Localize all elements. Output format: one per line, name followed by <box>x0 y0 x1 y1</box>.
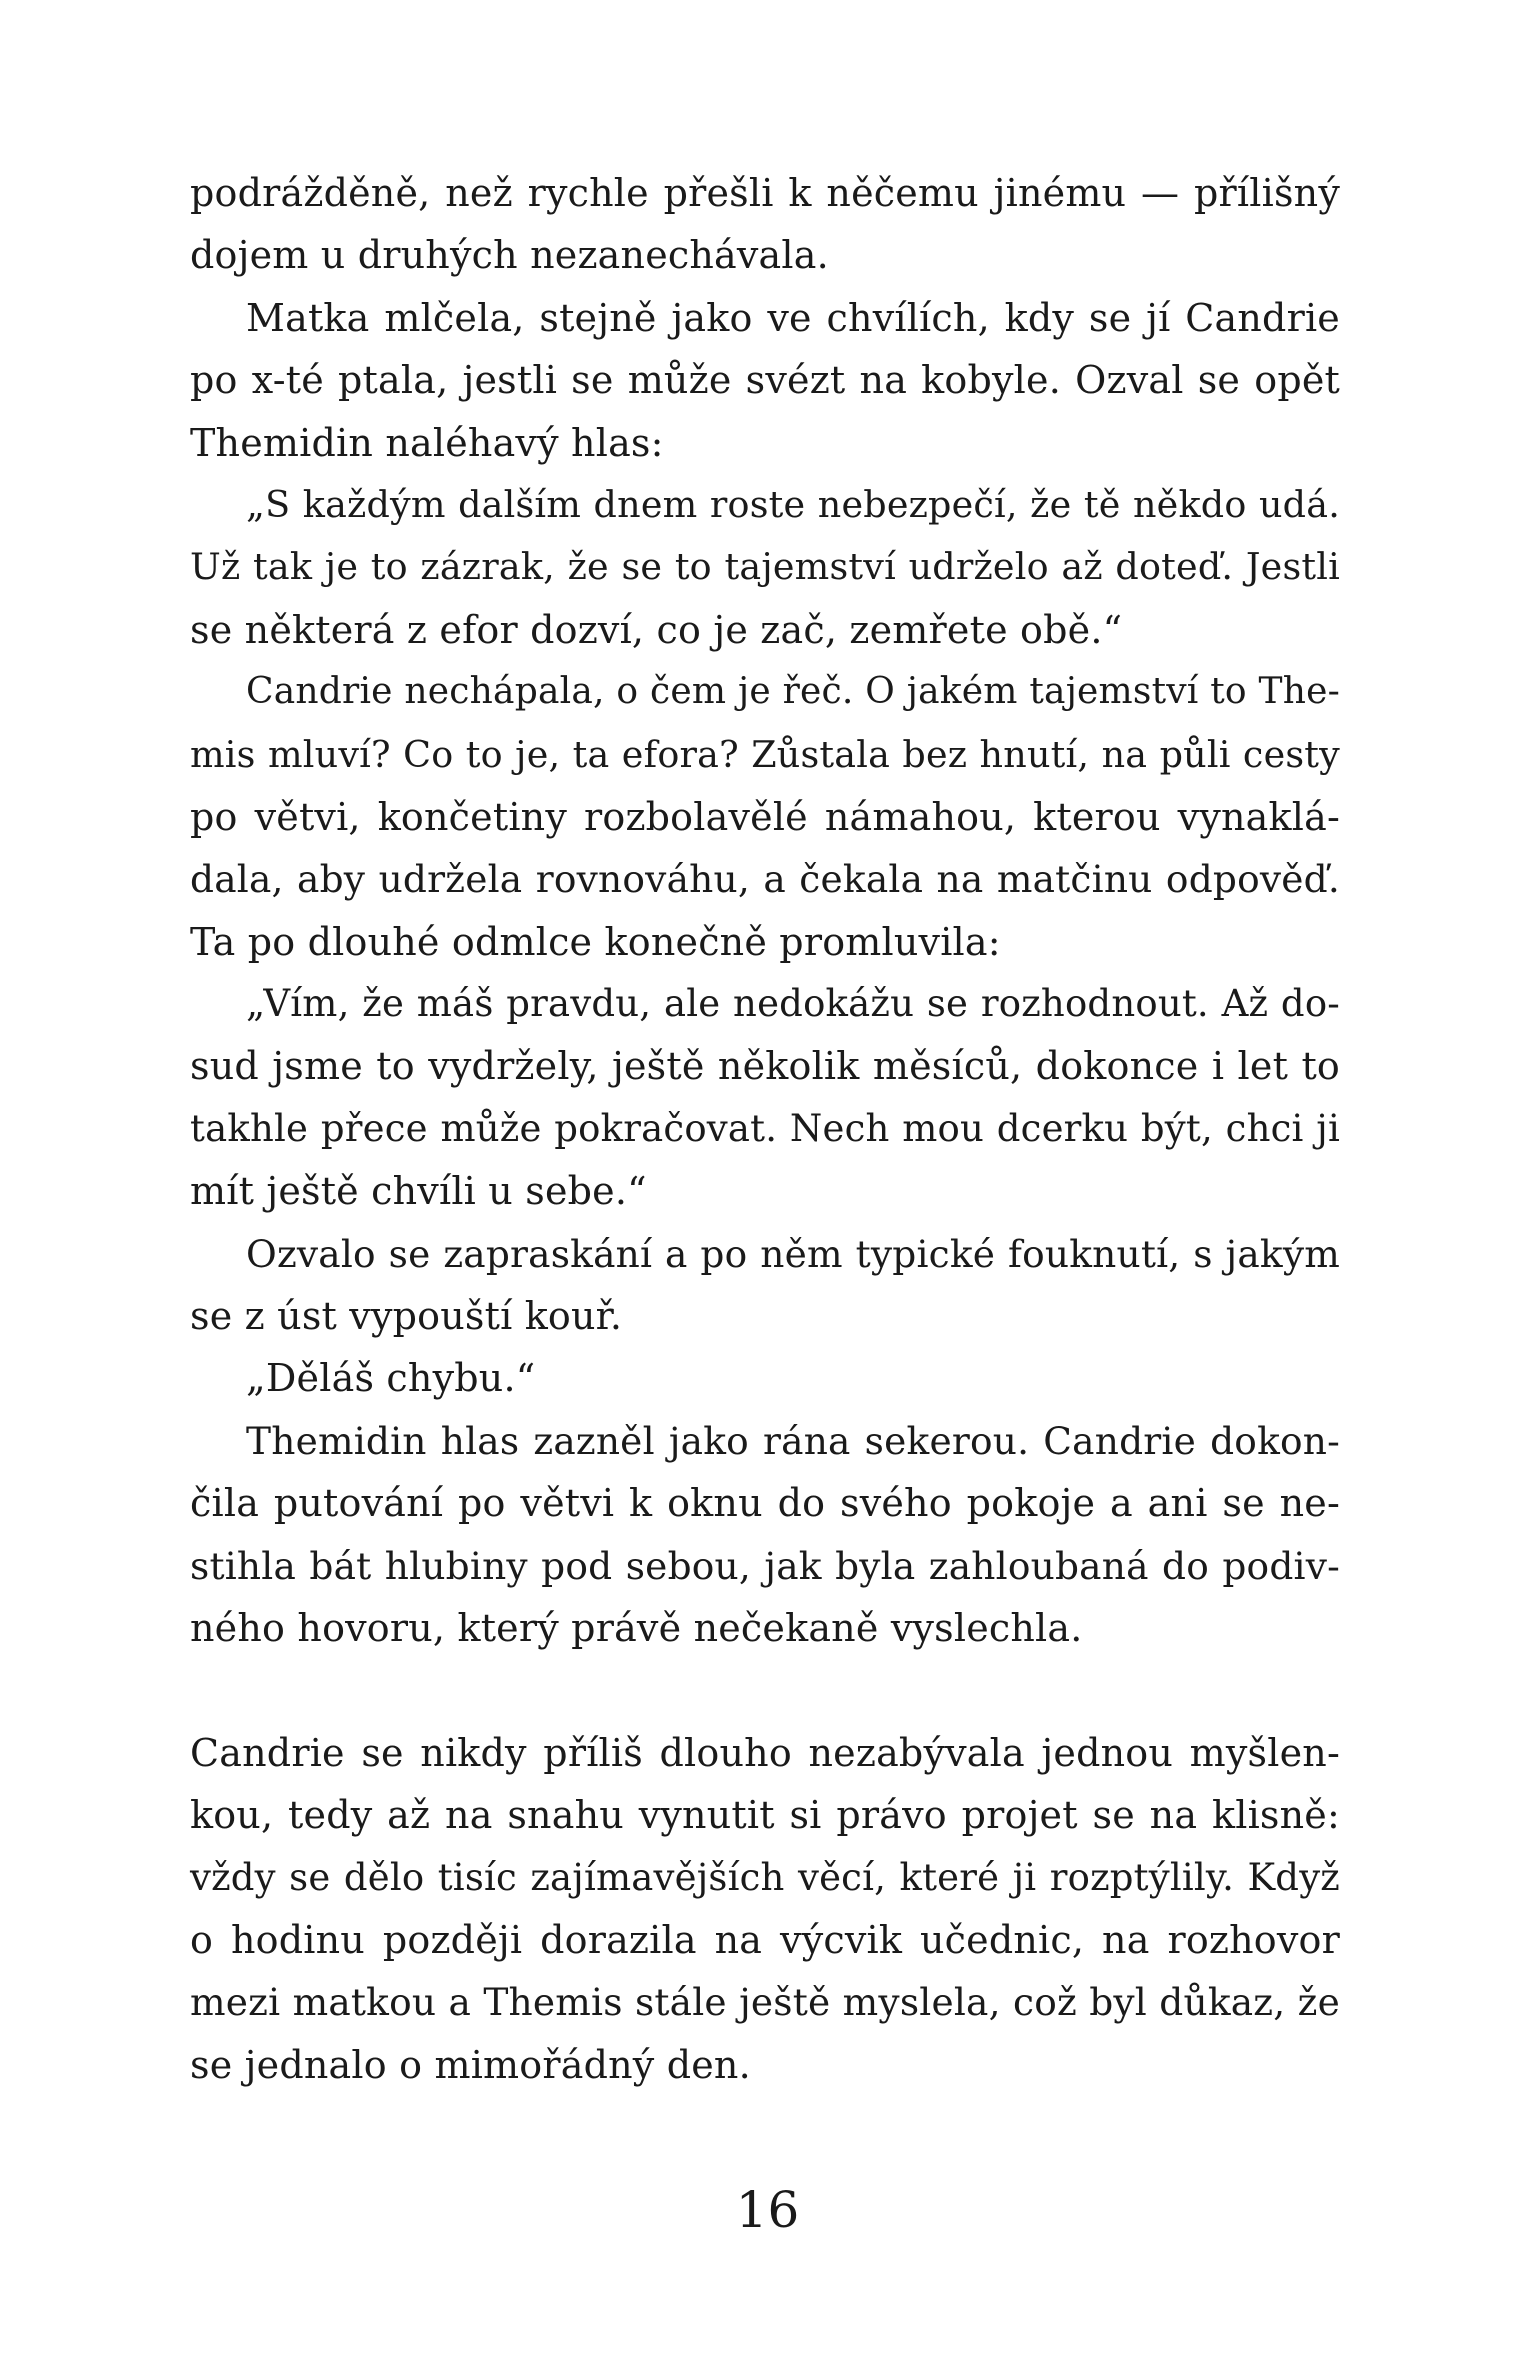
section-break <box>190 1659 1340 1721</box>
text-line: Candrie se nikdy příliš dlouho nezabývala jednou myšlen- <box>190 1730 1340 1775</box>
text-line: stihla bát hlubiny pod sebou, jak byla zahloubaná do podiv- <box>190 1543 1340 1588</box>
page-number: 16 <box>735 2181 800 2239</box>
text-line: „Vím, že máš pravdu, ale nedokážu se rozhodnout. Až do- <box>246 982 1340 1026</box>
text-line: sud jsme to vydržely, ještě několik měsíců, dokonce i let to <box>190 1044 1340 1089</box>
text-line: ného hovoru, který právě nečekaně vyslechla. <box>190 1605 1083 1650</box>
text-line: takhle přece může pokračovat. Nech mou dcerku být, chci ji <box>190 1106 1340 1150</box>
text-line: se některá z efor dozví, co je zač, zemřete obě.“ <box>190 607 1123 652</box>
text-line: o hodinu později dorazila na výcvik učednic, na rozhovor <box>190 1917 1340 1962</box>
text-line: Candrie nechápala, o čem je řeč. O jakém tajemství to The- <box>246 671 1340 713</box>
text-line: „S každým dalším dnem roste nebezpečí, že tě někdo udá. <box>246 482 1340 526</box>
text-line: „Děláš chybu.“ <box>246 1356 536 1401</box>
text-line: Matka mlčela, stejně jako ve chvílích, kdy se jí Candrie <box>246 295 1340 340</box>
text-line: se jednalo o mimořádný den. <box>190 2042 751 2087</box>
body-text <box>190 162 1340 2096</box>
text-line: Už tak je to zázrak, že se to tajemství udrželo až doteď. Jestli <box>190 545 1340 589</box>
text-line: vždy se dělo tisíc zajímavějších věcí, které ji rozptýlily. Když <box>190 1855 1340 1899</box>
text-line: podrážděně, než rychle přešli k něčemu jinému — přílišný <box>190 171 1340 215</box>
text-line: Themidin hlas zazněl jako rána sekerou. Candrie dokon- <box>246 1418 1340 1463</box>
text-line: mis mluví? Co to je, ta efora? Zůstala bez hnutí, na půli cesty <box>190 732 1340 776</box>
text-line: se z úst vypouští kouř. <box>190 1294 623 1339</box>
text-line: po x-té ptala, jestli se může svézt na kobyle. Ozval se opět <box>190 358 1340 403</box>
text-line: čila putování po větvi k oknu do svého pokoje a ani se ne- <box>190 1481 1340 1526</box>
text-line: dala, aby udržela rovnováhu, a čekala na matčinu odpověď. <box>190 857 1340 902</box>
text-line: Themidin naléhavý hlas: <box>190 420 664 465</box>
text-line: kou, tedy až na snahu vynutit si právo projet se na klisně: <box>190 1793 1340 1838</box>
text-line: Ta po dlouhé odmlce konečně promluvila: <box>190 919 1001 964</box>
text-line: mít ještě chvíli u sebe.“ <box>190 1169 647 1214</box>
text-line: Ozvalo se zapraskání a po něm typické fouknutí, s jakým <box>246 1231 1340 1276</box>
text-line: mezi matkou a Themis stále ještě myslela, což byl důkaz, že <box>190 1980 1340 2025</box>
text-line: po větvi, končetiny rozbolavělé námahou, kterou vynaklá- <box>190 794 1340 839</box>
text-line: dojem u druhých nezanechávala. <box>190 233 829 278</box>
